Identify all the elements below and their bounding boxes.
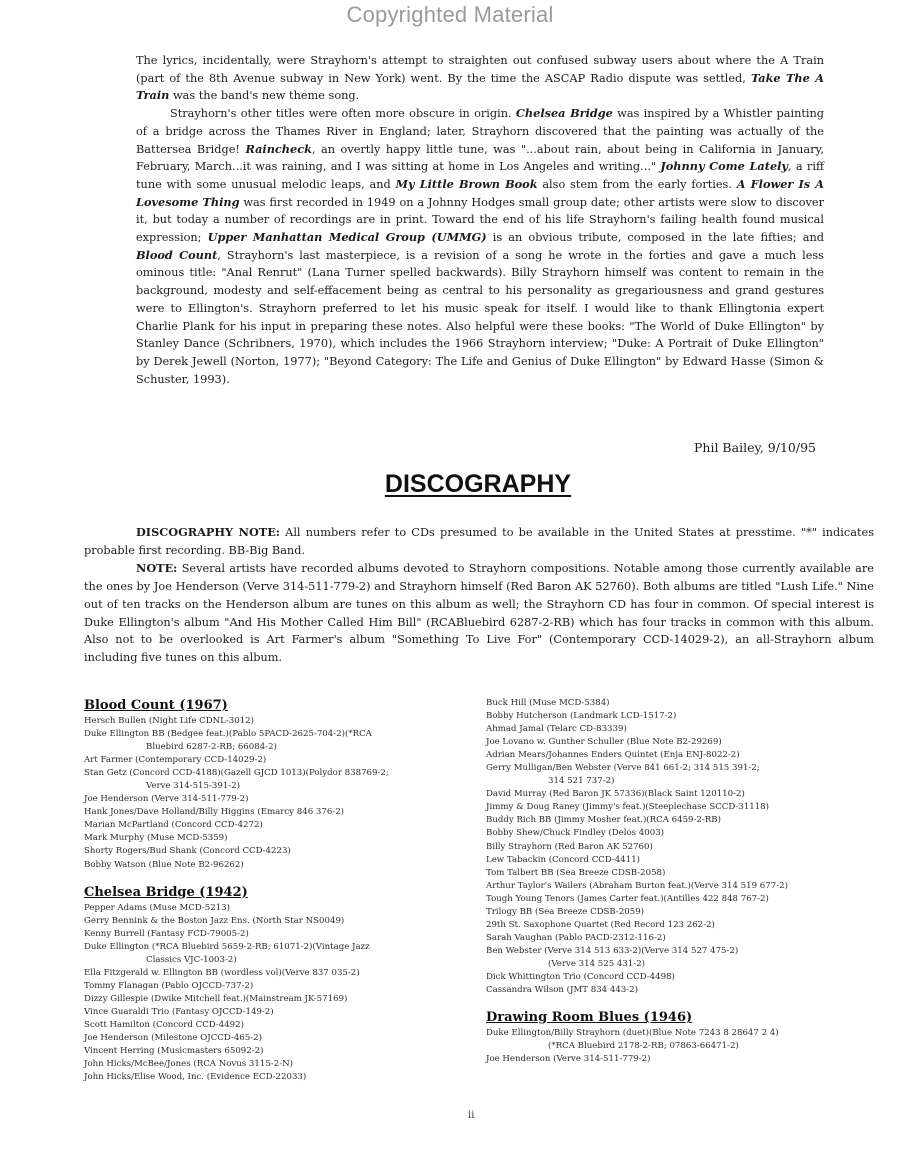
recording-entry: Buck Hill (Muse MCD-5384)	[486, 698, 610, 708]
recording-entry: Art Farmer (Contemporary CCD-14029-2)	[84, 755, 267, 766]
recording-entry: 29th St. Saxophone Quartet (Red Record 123 262-2)	[486, 919, 715, 930]
discography-note-2	[84, 560, 874, 667]
recording-entry-continuation: Bluebird 6287-2-RB; 66084-2)	[146, 742, 277, 753]
recording-entry-continuation: (Verve 314 525 431-2)	[548, 958, 646, 969]
recording-entry: Tommy Flanagan (Pablo OJCCD-737-2)	[84, 980, 254, 991]
recording-entry: Tough Young Tenors (James Carter feat.)(Antilles 422 848 767-2)	[486, 893, 769, 904]
recording-entry: Billy Strayhorn (Red Baron AK 52760)	[486, 841, 653, 852]
recording-entry: Joe Lovano w. Gunther Schuller (Blue Note B2-29269)	[486, 737, 722, 748]
recording-entry: Tom Talbert BB (Sea Breeze CDSB-2058)	[486, 867, 666, 878]
discography-column-left	[84, 697, 474, 1084]
recording-entry: Joe Henderson (Verve 314-511-779-2)	[84, 794, 249, 805]
song-title: Chelsea Bridge	[515, 106, 613, 121]
recording-entry: Marian McPartland (Concord CCD-4272)	[84, 820, 263, 831]
recording-entry-continuation: (*RCA Bluebird 2178-2-RB; 07863-66471-2)	[548, 1041, 739, 1052]
song-title: A Flower Is A Lovesome Thing	[136, 176, 825, 209]
author-signature: Phil Bailey, 9/10/95	[694, 440, 816, 455]
recording-entry: Hank Jones/Dave Holland/Billy Higgins (Emarcy 846 376-2)	[84, 807, 345, 818]
recording-entry: David Murray (Red Baron JK 57336)(Black Saint 120110-2)	[486, 789, 745, 800]
recording-entry: John Hicks/Elise Wood, Inc. (Evidence ECD-22033)	[84, 1072, 307, 1083]
discography-heading-wrap	[0, 470, 900, 499]
recording-entry: Duke Ellington/Billy Strayhorn (duet)(Blue Note 7243 8 28647 2 4) (*RCA Bluebird 2178-2-RB; 07863-66471-2)	[486, 1027, 876, 1053]
recording-entry: Joe Henderson (Verve 314-511-779-2)	[486, 1054, 651, 1065]
recording-entry: Adrian Mears/Johannes Enders Quintet (Enja ENJ-8022-2)	[486, 750, 740, 761]
page-number: ii	[468, 1110, 475, 1121]
recording-entry: Kenny Burrell (Fantasy FCD-79005-2)	[84, 928, 249, 939]
recording-entry: Arthur Taylor's Wailers (Abraham Burton feat.)(Verve 314 519 677-2)	[486, 880, 788, 891]
song-title: My Little Brown Book	[395, 176, 538, 191]
discography-heading: DISCOGRAPHY	[384, 470, 572, 498]
recording-entry: Sarah Vaughan (Pablo PACD-2312-116-2)	[486, 932, 666, 943]
section-spacer	[84, 872, 474, 884]
recording-entry-continuation: Verve 314-515-391-2)	[146, 781, 241, 792]
recording-entry: John Hicks/McBee/Jones (RCA Novus 3115-2-N)	[84, 1059, 293, 1070]
recording-entry: Cassandra Wilson (JMT 834 443-2)	[486, 985, 638, 996]
recording-entry: Ella Fitzgerald w. Ellington BB (wordless vol)(Verve 837 035-2)	[84, 967, 360, 978]
song-section-heading: Blood Count (1967)	[84, 698, 228, 713]
recording-entry: Mark Murphy (Muse MCD-5359)	[84, 833, 228, 844]
note-text: Several artists have recorded albums devoted to Strayhorn compositions. Notable among those currently available are the ones by Joe Henderson (Verve 314-511-779-2) and Strayhorn himself (Red Baron AK 52760). Both albums are titled "Lush Life." Nine out of ten tracks on the Henderson album are tunes on this album as well; the Strayhorn CD has four in common. Of special interest is Duke Ellington's album "And His Mother Called Him Bill" (RCABluebird 6287-2-RB) which has four tracks in common with this album. Also not to be overlooked is Art Farmer's album "Something To Live For" (Contemporary CCD-14029-2), an all-Strayhorn album including five tunes on this album.	[84, 561, 874, 665]
recording-entry: Bobby Watson (Blue Note B2-96262)	[84, 859, 244, 870]
recording-entry: Ben Webster (Verve 314 513 633-2)(Verve 314 527 475-2) (Verve 314 525 431-2)	[486, 945, 876, 971]
recording-entry: Duke Ellington (*RCA Bluebird 5659-2-RB; 61071-2)(Vintage Jazz Classics VJC-1003-2)	[84, 941, 474, 967]
recording-entry-continuation: Classics VJC-1003-2)	[146, 954, 237, 965]
recording-entry: Trilogy BB (Sea Breeze CDSB-2059)	[486, 906, 645, 917]
article-paragraph-1: The lyrics, incidentally, were Strayhorn's attempt to straighten out confused subway users about where the A Train (part of the 8th Avenue subway in New York) went. By the time the ASCAP Radio dispute was settled, Take The A Train was the band's new theme song.	[136, 54, 824, 103]
recording-entry: Shorty Rogers/Bud Shank (Concord CCD-4223)	[84, 846, 291, 857]
recording-entry-continuation: 314 521 737-2)	[548, 776, 615, 787]
song-title: Upper Manhattan Medical Group (UMMG)	[207, 230, 487, 245]
discography-note-text: All numbers refer to CDs presumed to be available in the United States at presstime. "*" indicates probable first recording. BB-Big Band.	[84, 526, 874, 557]
song-section-heading: Chelsea Bridge (1942)	[84, 884, 248, 900]
recording-entry: Stan Getz (Concord CCD-4188)(Gazell GJCD 1013)(Polydor 838769-2; Verve 314-515-391-2)	[84, 767, 474, 793]
recording-entry: Lew Tabackin (Concord CCD-4411)	[486, 854, 641, 865]
recording-entry: Bobby Shew/Chuck Findley (Delos 4003)	[486, 828, 665, 839]
recording-entry: Duke Ellington BB (Bedgee feat.)(Pablo 5PACD-2625-704-2)(*RCA Bluebird 6287-2-RB; 66084-2)	[84, 728, 474, 754]
discography-column-right	[486, 697, 876, 1066]
recording-entry: Bobby Hutcherson (Landmark LCD-1517-2)	[486, 711, 677, 722]
discography-note-label: DISCOGRAPHY NOTE:	[136, 525, 280, 539]
recording-entry: Gerry Bennink & the Boston Jazz Ens. (North Star NS0049)	[84, 915, 345, 926]
recording-entry: Gerry Mulligan/Ben Webster (Verve 841 661-2; 314 515 391-2; 314 521 737-2)	[486, 762, 876, 788]
recording-entry: Vincent Herring (Musicmasters 65092-2)	[84, 1046, 264, 1057]
song-title: Blood Count	[136, 247, 218, 262]
discography-note-1	[84, 524, 874, 560]
article-paragraph-2: Strayhorn's other titles were often more obscure in origin. Chelsea Bridge was inspired by a Whistler painting of a bridge across the Thames River in England; later, Strayhorn discovered that the painting was actually of the Battersea Bridge! Raincheck, an overtly happy little tune, was "...about rain, about being in California in January, February, March...it was raining, and I was sitting at home in Los Angeles and writing..." Johnny Come Lately, a riff tune with some unusual melodic leaps, and My Little Brown Book also stem from the early forties. A Flower Is A Lovesome Thing was first recorded in 1949 on a Johnny Hodges small group date; other artists were slow to discover it, but today a number of recordings are in print. Toward the end of his life Strayhorn's failing health found musical expression; Upper Manhattan Medical Group (UMMG) is an obvious tribute, composed in the late fifties; and Blood Count, Strayhorn's last masterpiece, is a revision of a song he wrote in the forties and gave a much less ominous title: "Anal Renrut" (Lana Turner spelled backwards). Billy Strayhorn himself was content to remain in the background, modesty and self-effacement being as central to his personality as gregariousness and grand gestures were to Ellington's. Strayhorn preferred to let his music speak for itself. I would like to thank Ellingtonia expert Charlie Plank for his input in preparing these notes. Also helpful were these books: "The World of Duke Ellington" by Stanley Dance (Schribners, 1970), which includes the 1966 Strayhorn interview; "Duke: A Portrait of Duke Ellington" by Derek Jewell (Norton, 1977); "Beyond Category: The Life and Genius of Duke Ellington" by Edward Hasse (Simon & Schuster, 1993).	[136, 106, 825, 386]
recording-entry: Dick Whittington Trio (Concord CCD-4498)	[486, 971, 675, 982]
song-title: Take The A Train	[136, 70, 824, 103]
recording-entry: Pepper Adams (Muse MCD-5213)	[84, 902, 230, 913]
recording-entry: Jimmy & Doug Raney (Jimmy's feat.)(Steeplechase SCCD-31118)	[486, 802, 770, 813]
recording-entry: Ahmad Jamal (Telarc CD-83339)	[486, 724, 627, 735]
song-title: Raincheck	[245, 141, 312, 156]
recording-entry: Joe Henderson (Milestone OJCCD-465-2)	[84, 1033, 262, 1044]
recording-entry: Scott Hamilton (Concord CCD-4492)	[84, 1019, 244, 1030]
copyright-watermark: Copyrighted Material	[346, 2, 554, 27]
song-title: Johnny Come Lately	[660, 159, 788, 174]
song-section-heading: Drawing Room Blues (1946)	[486, 1010, 693, 1026]
recording-entry: Dizzy Gillespie (Dwike Mitchell feat.)(Mainstream JK-57169)	[84, 993, 348, 1004]
recording-entry: Vince Guaraldi Trio (Fantasy OJCCD-149-2)	[84, 1006, 274, 1017]
section-spacer	[486, 997, 876, 1009]
recording-entry: Hersch Bullen (Night Life CDNL-3012)	[84, 716, 254, 726]
article-body	[136, 52, 824, 388]
discography-notes	[84, 524, 874, 667]
note-label: NOTE:	[136, 560, 178, 575]
recording-entry: Buddy Rich BB (Jimmy Mosher feat.)(RCA 6459-2-RB)	[486, 815, 721, 826]
